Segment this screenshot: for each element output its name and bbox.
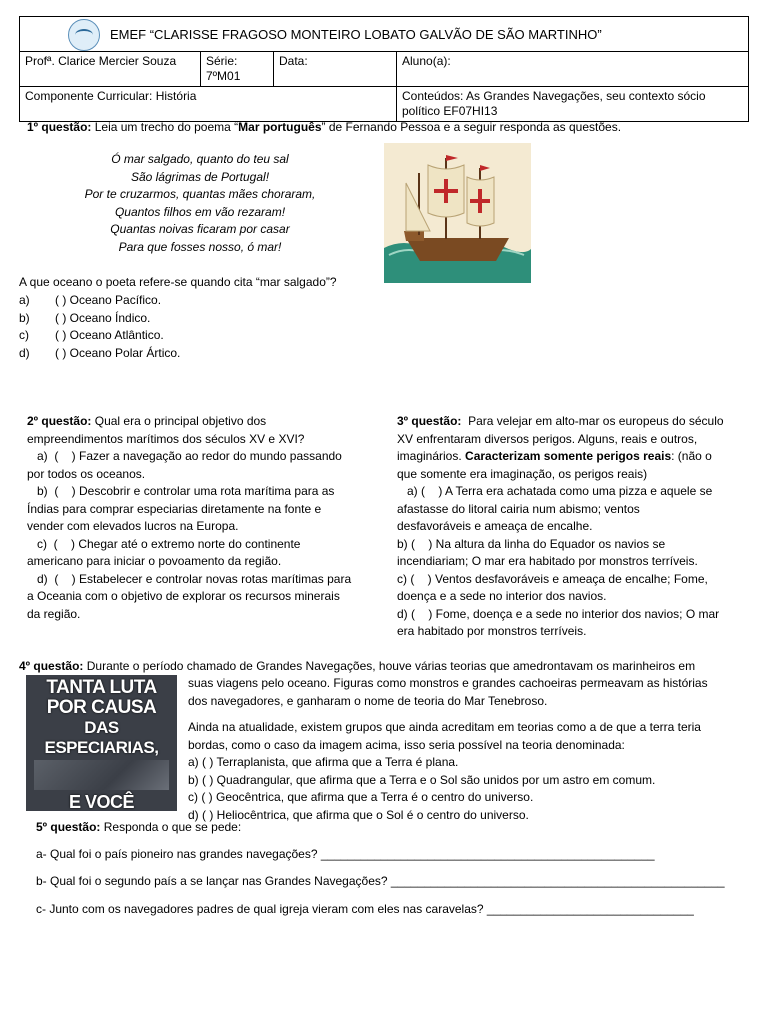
- q3-option-a[interactable]: a) ( ) A Terra era achatada como uma pizza e aquele se: [397, 484, 713, 498]
- school-logo-icon: [68, 19, 100, 51]
- q3-option-c[interactable]: c) ( ) Ventos desfavoráveis e ameaça de encalhe; Fome,: [397, 571, 708, 586]
- serie-cell: Série: 7ºM01: [201, 52, 274, 87]
- q4-option-c[interactable]: c) ( ) Geocêntrica, que afirma que a Terra é o centro do universo.: [188, 790, 534, 804]
- student-cell: Aluno(a):: [397, 52, 749, 87]
- contents-cell: Conteúdos: As Grandes Navegações, seu contexto sócio político EF07HI13: [397, 87, 749, 122]
- q4-option-b[interactable]: b) ( ) Quadrangular, que afirma que a Terra e o Sol são unidos por um astro em comum.: [188, 772, 656, 787]
- school-name: EMEF “CLARISSE FRAGOSO MONTEIRO LOBATO GALVÃO DE SÃO MARTINHO”: [110, 26, 602, 42]
- q5-intro: 5º questão: Responda o que se pede:: [36, 820, 242, 834]
- meme-image: [26, 675, 177, 811]
- q2-option-b[interactable]: b) ( ) Descobrir e controlar uma rota marítima para as: [27, 484, 335, 498]
- meme-bottom-text: E VOCÊ: [68, 792, 135, 811]
- q4-text: suas viagens pelo oceano. Figuras como monstros e grandes cachoeiras permeavam as histórias dos navegadores, e ganharam o nome de teoria do Mar Tenebroso. Ainda na atualidade, existem grupos que ainda acreditam em teorias como a de que a terra teria bordas, como o caso da imagem acima, isso seria possível na teoria denominada: a) ( ) Terraplanista, que afirma que a Terra é plana. b) ( ) Quadrangular, que afirma que a Terra e o Sol são unidos por um astro em comum. c) ( ) Geocêntrica, que afirma que a Terra é o centro do universo. d) ( ) Heliocêntrica, que afirma que o Sol é o centro do universo.: [188, 675, 753, 824]
- q4-option-d[interactable]: d) ( ) Heliocêntrica, que afirma que o Sol é o centro do universo.: [188, 807, 529, 822]
- q4-option-a[interactable]: a) ( ) Terraplanista, que afirma que a Terra é plana.: [188, 755, 459, 769]
- q1-question: A que oceano o poeta refere-se quando cita “mar salgado”?: [19, 275, 337, 289]
- q1-intro: 1º questão: Leia um trecho do poema “Mar português” de Fernando Pessoa e a seguir responda as questões.: [27, 120, 622, 134]
- q5-b[interactable]: b- Qual foi o segundo país a se lançar nas Grandes Navegações? __________________________________________________: [36, 874, 725, 888]
- q2-block: 2º questão: Qual era o principal objetivo dos empreendimentos marítimos dos séculos XV e XVI? a) ( ) Fazer a navegação ao redor do mundo passando por todos os oceanos. b) ( ) Descobrir e controlar uma rota marítima para as Índias para comprar especiarias diretamente na fonte e vender com elevados lucros na Europa. c) ( ) Chegar até o extremo norte do continente americano para iniciar o povoamento da região. d) ( ) Estabelecer e controlar novas rotas marítimas para a Oceania com o objetivo de explorar os recursos minerais da região.: [27, 414, 352, 621]
- q4-line1: 4º questão: Durante o período chamado de Grandes Navegações, houve várias teorias que amedrontavam os marinheiros em: [19, 659, 696, 673]
- q5-a[interactable]: a- Qual foi o país pioneiro nas grandes navegações? __________________________________________________: [36, 847, 655, 861]
- meme-top-text: TANTA LUTA POR CAUSA DAS ESPECIARIAS,: [44, 677, 159, 757]
- caravel-icon: [384, 143, 531, 283]
- component-cell: Componente Curricular: História: [20, 87, 397, 122]
- q2-option-c[interactable]: c) ( ) Chegar até o extremo norte do continente: [27, 536, 301, 551]
- date-cell: Data:: [274, 52, 397, 87]
- q1-option-d[interactable]: d) ( ) Oceano Polar Ártico.: [19, 345, 181, 360]
- q3-block: 3º questão: Para velejar em alto-mar os europeus do século XV enfrentaram diversos perigos. Alguns, reais e outros, imaginários. Caracterizam somente perigos reais: (não o que somente era imaginação, os perigos reais) a) ( ) A Terra era achatada como uma pizza e aquele se afastasse do litoral cairia num abismo; ventos desfavoráveis e ameaça de encalhe. b) ( ) Na altura da linha do Equador os navios se incendiariam; O mar era habitado por monstros terríveis. c) ( ) Ventos desfavoráveis e ameaça de encalhe; Fome, doença e a sede no interior dos navios. d) ( ) Fome, doença e a sede no interior dos navios; O mar era habitado por monstros terríveis.: [397, 414, 724, 638]
- q1-option-b[interactable]: b) ( ) Oceano Índico.: [19, 310, 151, 325]
- q1-option-c[interactable]: c) ( ) Oceano Atlântico.: [19, 328, 164, 342]
- q2-option-d[interactable]: d) ( ) Estabelecer e controlar novas rotas marítimas para: [27, 571, 352, 586]
- q3-option-b[interactable]: b) ( ) Na altura da linha do Equador os navios se: [397, 536, 666, 551]
- teacher-cell: Profª. Clarice Mercier Souza: [20, 52, 201, 87]
- poem: Ó mar salgado, quanto do teu sal São lágrimas de Portugal! Por te cruzarmos, quantas mães choraram, Quantos filhos em vão rezaram! Quantas noivas ficaram por casar Para que fosses nosso, ó mar!: [84, 152, 316, 254]
- caravel-image: [384, 143, 531, 283]
- q1-option-a[interactable]: a) ( ) Oceano Pacífico.: [19, 293, 162, 307]
- q2-option-a[interactable]: a) ( ) Fazer a navegação ao redor do mundo passando: [27, 449, 342, 463]
- q5-c[interactable]: c- Junto com os navegadores padres de qual igreja vieram com eles nas caravelas? _______________________________: [36, 902, 694, 916]
- header-table: [19, 16, 749, 122]
- q1-options: [19, 292, 319, 362]
- q3-option-d[interactable]: d) ( ) Fome, doença e a sede no interior dos navios; O mar: [397, 606, 720, 621]
- map-icon: [34, 760, 169, 790]
- school-cell: [20, 17, 749, 52]
